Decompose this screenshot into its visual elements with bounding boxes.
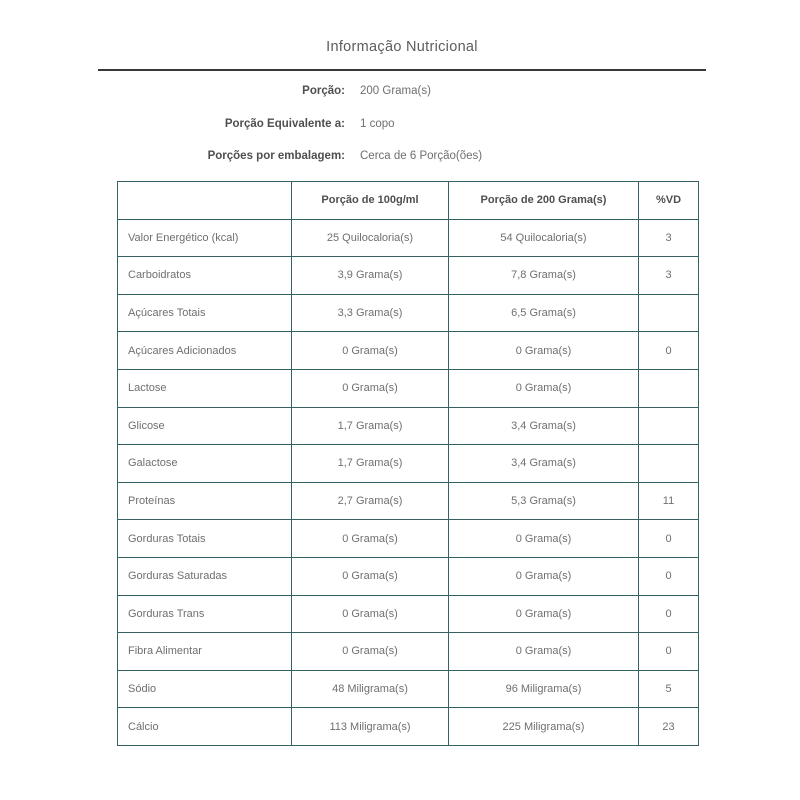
- vd-value-cell: 23: [639, 708, 699, 746]
- table-row: [118, 708, 699, 746]
- per-portion-value-cell: 96 Miligrama(s): [449, 670, 639, 708]
- table-row: [118, 595, 699, 633]
- per-portion-value-cell: 5,3 Grama(s): [449, 482, 639, 520]
- table-row: [118, 633, 699, 671]
- table-row: [118, 332, 699, 370]
- serving-info: [0, 85, 800, 183]
- serving-info-value: Cerca de 6 Porção(ões): [360, 150, 483, 162]
- serving-info-row: [0, 85, 800, 99]
- per-portion-value-cell: 0 Grama(s): [449, 520, 639, 558]
- table-row: [118, 369, 699, 407]
- per100-value-cell: 3,3 Grama(s): [292, 294, 449, 332]
- per-portion-value-cell: 0 Grama(s): [449, 595, 639, 633]
- vd-value-cell: 0: [639, 520, 699, 558]
- nutrient-name-cell: Açúcares Totais: [118, 294, 292, 332]
- per100-value-cell: 0 Grama(s): [292, 520, 449, 558]
- nutrient-name-cell: Gorduras Saturadas: [118, 557, 292, 595]
- per-portion-value-cell: 0 Grama(s): [449, 557, 639, 595]
- vd-value-cell: 5: [639, 670, 699, 708]
- per100-value-cell: 0 Grama(s): [292, 633, 449, 671]
- per100-value-cell: 0 Grama(s): [292, 595, 449, 633]
- per100-value-cell: 3,9 Grama(s): [292, 257, 449, 295]
- serving-info-label: Porção Equivalente a:: [224, 117, 345, 130]
- header-per100-cell: Porção de 100g/ml: [292, 182, 449, 220]
- per100-value-cell: 113 Miligrama(s): [292, 708, 449, 746]
- serving-info-row: [0, 118, 800, 132]
- per-portion-value-cell: 6,5 Grama(s): [449, 294, 639, 332]
- serving-info-value: 1 copo: [360, 117, 395, 130]
- table-row: [118, 294, 699, 332]
- serving-info-label: Porção:: [302, 85, 345, 97]
- nutrient-name-cell: Sódio: [118, 670, 292, 708]
- per100-value-cell: 1,7 Grama(s): [292, 407, 449, 445]
- vd-value-cell: 11: [639, 482, 699, 520]
- nutrient-name-cell: Valor Energético (kcal): [118, 219, 292, 257]
- header-vd-cell: %VD: [639, 182, 699, 220]
- serving-info-label: Porções por embalagem:: [207, 150, 345, 162]
- table-row: [118, 482, 699, 520]
- table-row: [118, 445, 699, 483]
- per100-value-cell: 48 Miligrama(s): [292, 670, 449, 708]
- serving-info-value: 200 Grama(s): [360, 85, 431, 97]
- nutrition-table: [117, 181, 699, 746]
- vd-value-cell: [639, 407, 699, 445]
- per-portion-value-cell: 225 Miligrama(s): [449, 708, 639, 746]
- vd-value-cell: [639, 294, 699, 332]
- vd-value-cell: 0: [639, 332, 699, 370]
- nutrient-name-cell: Glicose: [118, 407, 292, 445]
- per100-value-cell: 25 Quilocaloria(s): [292, 219, 449, 257]
- vd-value-cell: [639, 445, 699, 483]
- per100-value-cell: 2,7 Grama(s): [292, 482, 449, 520]
- table-row: [118, 257, 699, 295]
- nutrient-name-cell: Fibra Alimentar: [118, 633, 292, 671]
- table-row: [118, 407, 699, 445]
- per-portion-value-cell: 0 Grama(s): [449, 633, 639, 671]
- nutrient-name-cell: Gorduras Trans: [118, 595, 292, 633]
- header-empty-cell: [118, 182, 292, 220]
- per-portion-value-cell: 0 Grama(s): [449, 369, 639, 407]
- per100-value-cell: 1,7 Grama(s): [292, 445, 449, 483]
- per100-value-cell: 0 Grama(s): [292, 369, 449, 407]
- nutrient-name-cell: Lactose: [118, 369, 292, 407]
- nutrient-name-cell: Cálcio: [118, 708, 292, 746]
- serving-info-row: [0, 150, 800, 164]
- nutrient-name-cell: Carboidratos: [118, 257, 292, 295]
- table-row: [118, 520, 699, 558]
- per100-value-cell: 0 Grama(s): [292, 557, 449, 595]
- per-portion-value-cell: 0 Grama(s): [449, 332, 639, 370]
- vd-value-cell: 3: [639, 219, 699, 257]
- header-per-portion-cell: Porção de 200 Grama(s): [449, 182, 639, 220]
- nutrient-name-cell: Proteínas: [118, 482, 292, 520]
- table-row: [118, 557, 699, 595]
- nutrient-name-cell: Galactose: [118, 445, 292, 483]
- vd-value-cell: 0: [639, 633, 699, 671]
- table-header-row: [118, 182, 699, 220]
- table-row: [118, 670, 699, 708]
- per-portion-value-cell: 54 Quilocaloria(s): [449, 219, 639, 257]
- nutrient-name-cell: Gorduras Totais: [118, 520, 292, 558]
- vd-value-cell: 3: [639, 257, 699, 295]
- per-portion-value-cell: 3,4 Grama(s): [449, 445, 639, 483]
- per-portion-value-cell: 7,8 Grama(s): [449, 257, 639, 295]
- nutrient-name-cell: Açúcares Adicionados: [118, 332, 292, 370]
- vd-value-cell: [639, 369, 699, 407]
- title-divider: [98, 69, 706, 71]
- page-title: Informação Nutricional: [326, 39, 478, 55]
- per-portion-value-cell: 3,4 Grama(s): [449, 407, 639, 445]
- per100-value-cell: 0 Grama(s): [292, 332, 449, 370]
- vd-value-cell: 0: [639, 557, 699, 595]
- table-row: [118, 219, 699, 257]
- vd-value-cell: 0: [639, 595, 699, 633]
